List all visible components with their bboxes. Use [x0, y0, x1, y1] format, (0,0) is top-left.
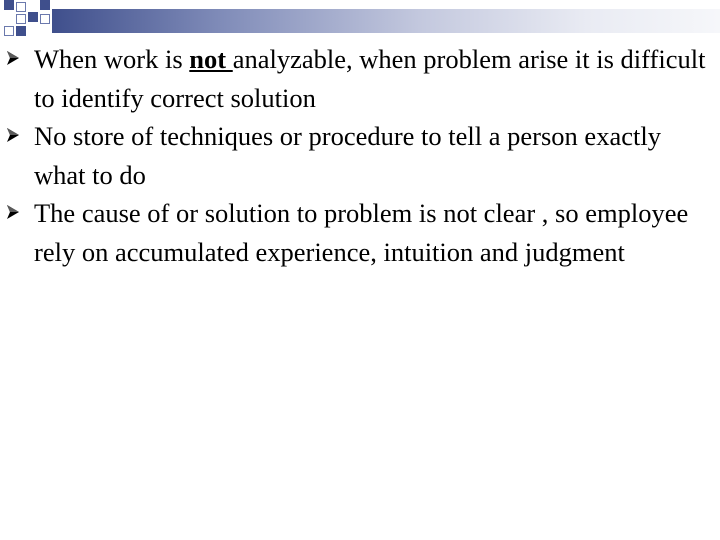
- bullet-text-emphasis: not: [189, 44, 233, 74]
- bullet-item: [0, 194, 720, 271]
- bullet-text: No store of techniques or procedure to tell a person exactly what to do: [34, 121, 661, 190]
- bullet-item: [0, 40, 720, 117]
- arrowhead-bullet-icon: [6, 50, 20, 66]
- decor-square-icon: [40, 14, 50, 24]
- decor-square-icon: [28, 12, 38, 22]
- bullet-item: [0, 117, 720, 194]
- decor-square-icon: [16, 26, 26, 36]
- decor-square-icon: [40, 0, 50, 10]
- bullet-text-before: When work is: [34, 44, 190, 74]
- bullet-list: [0, 40, 720, 271]
- arrowhead-bullet-icon: [6, 127, 20, 143]
- decor-square-icon: [16, 2, 26, 12]
- decor-square-icon: [4, 0, 14, 10]
- header-gradient-bar: [52, 9, 720, 33]
- decor-square-icon: [16, 14, 26, 24]
- arrowhead-bullet-icon: [6, 204, 20, 220]
- decor-square-icon: [4, 26, 14, 36]
- bullet-text-after: analyzable, when problem arise it is difficult to identify correct solution: [34, 44, 706, 113]
- bullet-text: The cause of or solution to problem is not clear , so employee rely on accumulated experience, intuition and judgment: [34, 198, 689, 267]
